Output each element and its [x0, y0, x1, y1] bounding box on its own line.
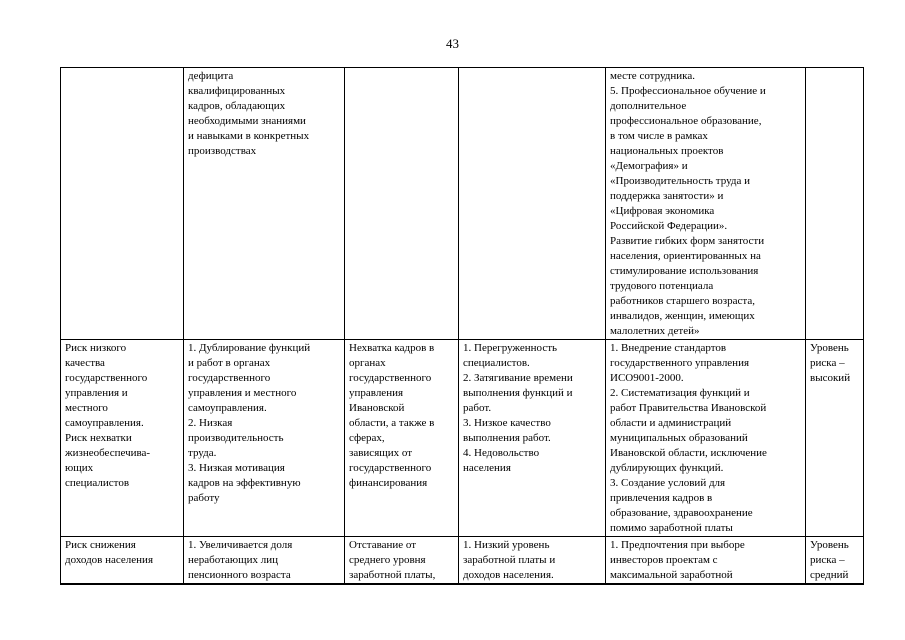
- risk-causes-cell: дефицита квалифицированных кадров, обладающих необходимыми знаниями и навыками в конкретных производствах: [184, 68, 345, 340]
- risk-description-cell: Нехватка кадров в органах государственного управления Ивановской области, а также в сферах, зависящих от государственного финансирования: [345, 340, 459, 537]
- risk-description-cell: [345, 68, 459, 340]
- risk-measures-cell: 1. Внедрение стандартов государственного управления ИСО9001-2000. 2. Систематизация функций и работ Правительства Ивановской области и администраций муниципальных образований Ивановской области, исключение дублирующих функций. 3. Создание условий для привлечения кадров в образование, здравоохранение помимо заработной платы: [606, 340, 806, 537]
- risk-consequences-cell: 1. Низкий уровень заработной платы и доходов населения.: [459, 537, 606, 585]
- risk-level-cell: Уровень риска – высокий: [806, 340, 864, 537]
- risk-name-cell: Риск снижения доходов населения: [61, 537, 184, 585]
- risk-causes-cell: 1. Дублирование функций и работ в органах государственного управления и местного самоуправления. 2. Низкая производительность труда. 3. Низкая мотивация кадров на эффективную работу: [184, 340, 345, 537]
- risk-name-cell: [61, 68, 184, 340]
- risk-level-cell: [806, 68, 864, 340]
- table-row: [61, 340, 864, 537]
- risk-level-cell: Уровень риска – средний: [806, 537, 864, 585]
- risk-consequences-cell: [459, 68, 606, 340]
- risk-description-cell: Отставание от среднего уровня заработной платы,: [345, 537, 459, 585]
- risk-measures-cell: 1. Предпочтения при выборе инвесторов проектам с максимальной заработной: [606, 537, 806, 585]
- risk-table: [60, 67, 864, 585]
- risk-consequences-cell: 1. Перегруженность специалистов. 2. Затягивание времени выполнения функций и работ. 3. Низкое качество выполнения работ. 4. Недовольство населения: [459, 340, 606, 537]
- table-row: [61, 537, 864, 585]
- page-number: 43: [446, 36, 459, 51]
- table-row: [61, 68, 864, 340]
- risk-causes-cell: 1. Увеличивается доля неработающих лиц пенсионного возраста: [184, 537, 345, 585]
- risk-measures-cell: месте сотрудника. 5. Профессиональное обучение и дополнительное профессиональное образование, в том числе в рамках национальных проектов «Демография» и «Производительность труда и поддержка занятости» и «Цифровая экономика Российской Федерации». Развитие гибких форм занятости населения, ориентированных на стимулирование использования трудового потенциала работников старшего возраста, инвалидов, женщин, имеющих малолетних детей»: [606, 68, 806, 340]
- risk-name-cell: Риск низкого качества государственного управления и местного самоуправления. Риск нехватки жизнеобеспечива- ющих специалистов: [61, 340, 184, 537]
